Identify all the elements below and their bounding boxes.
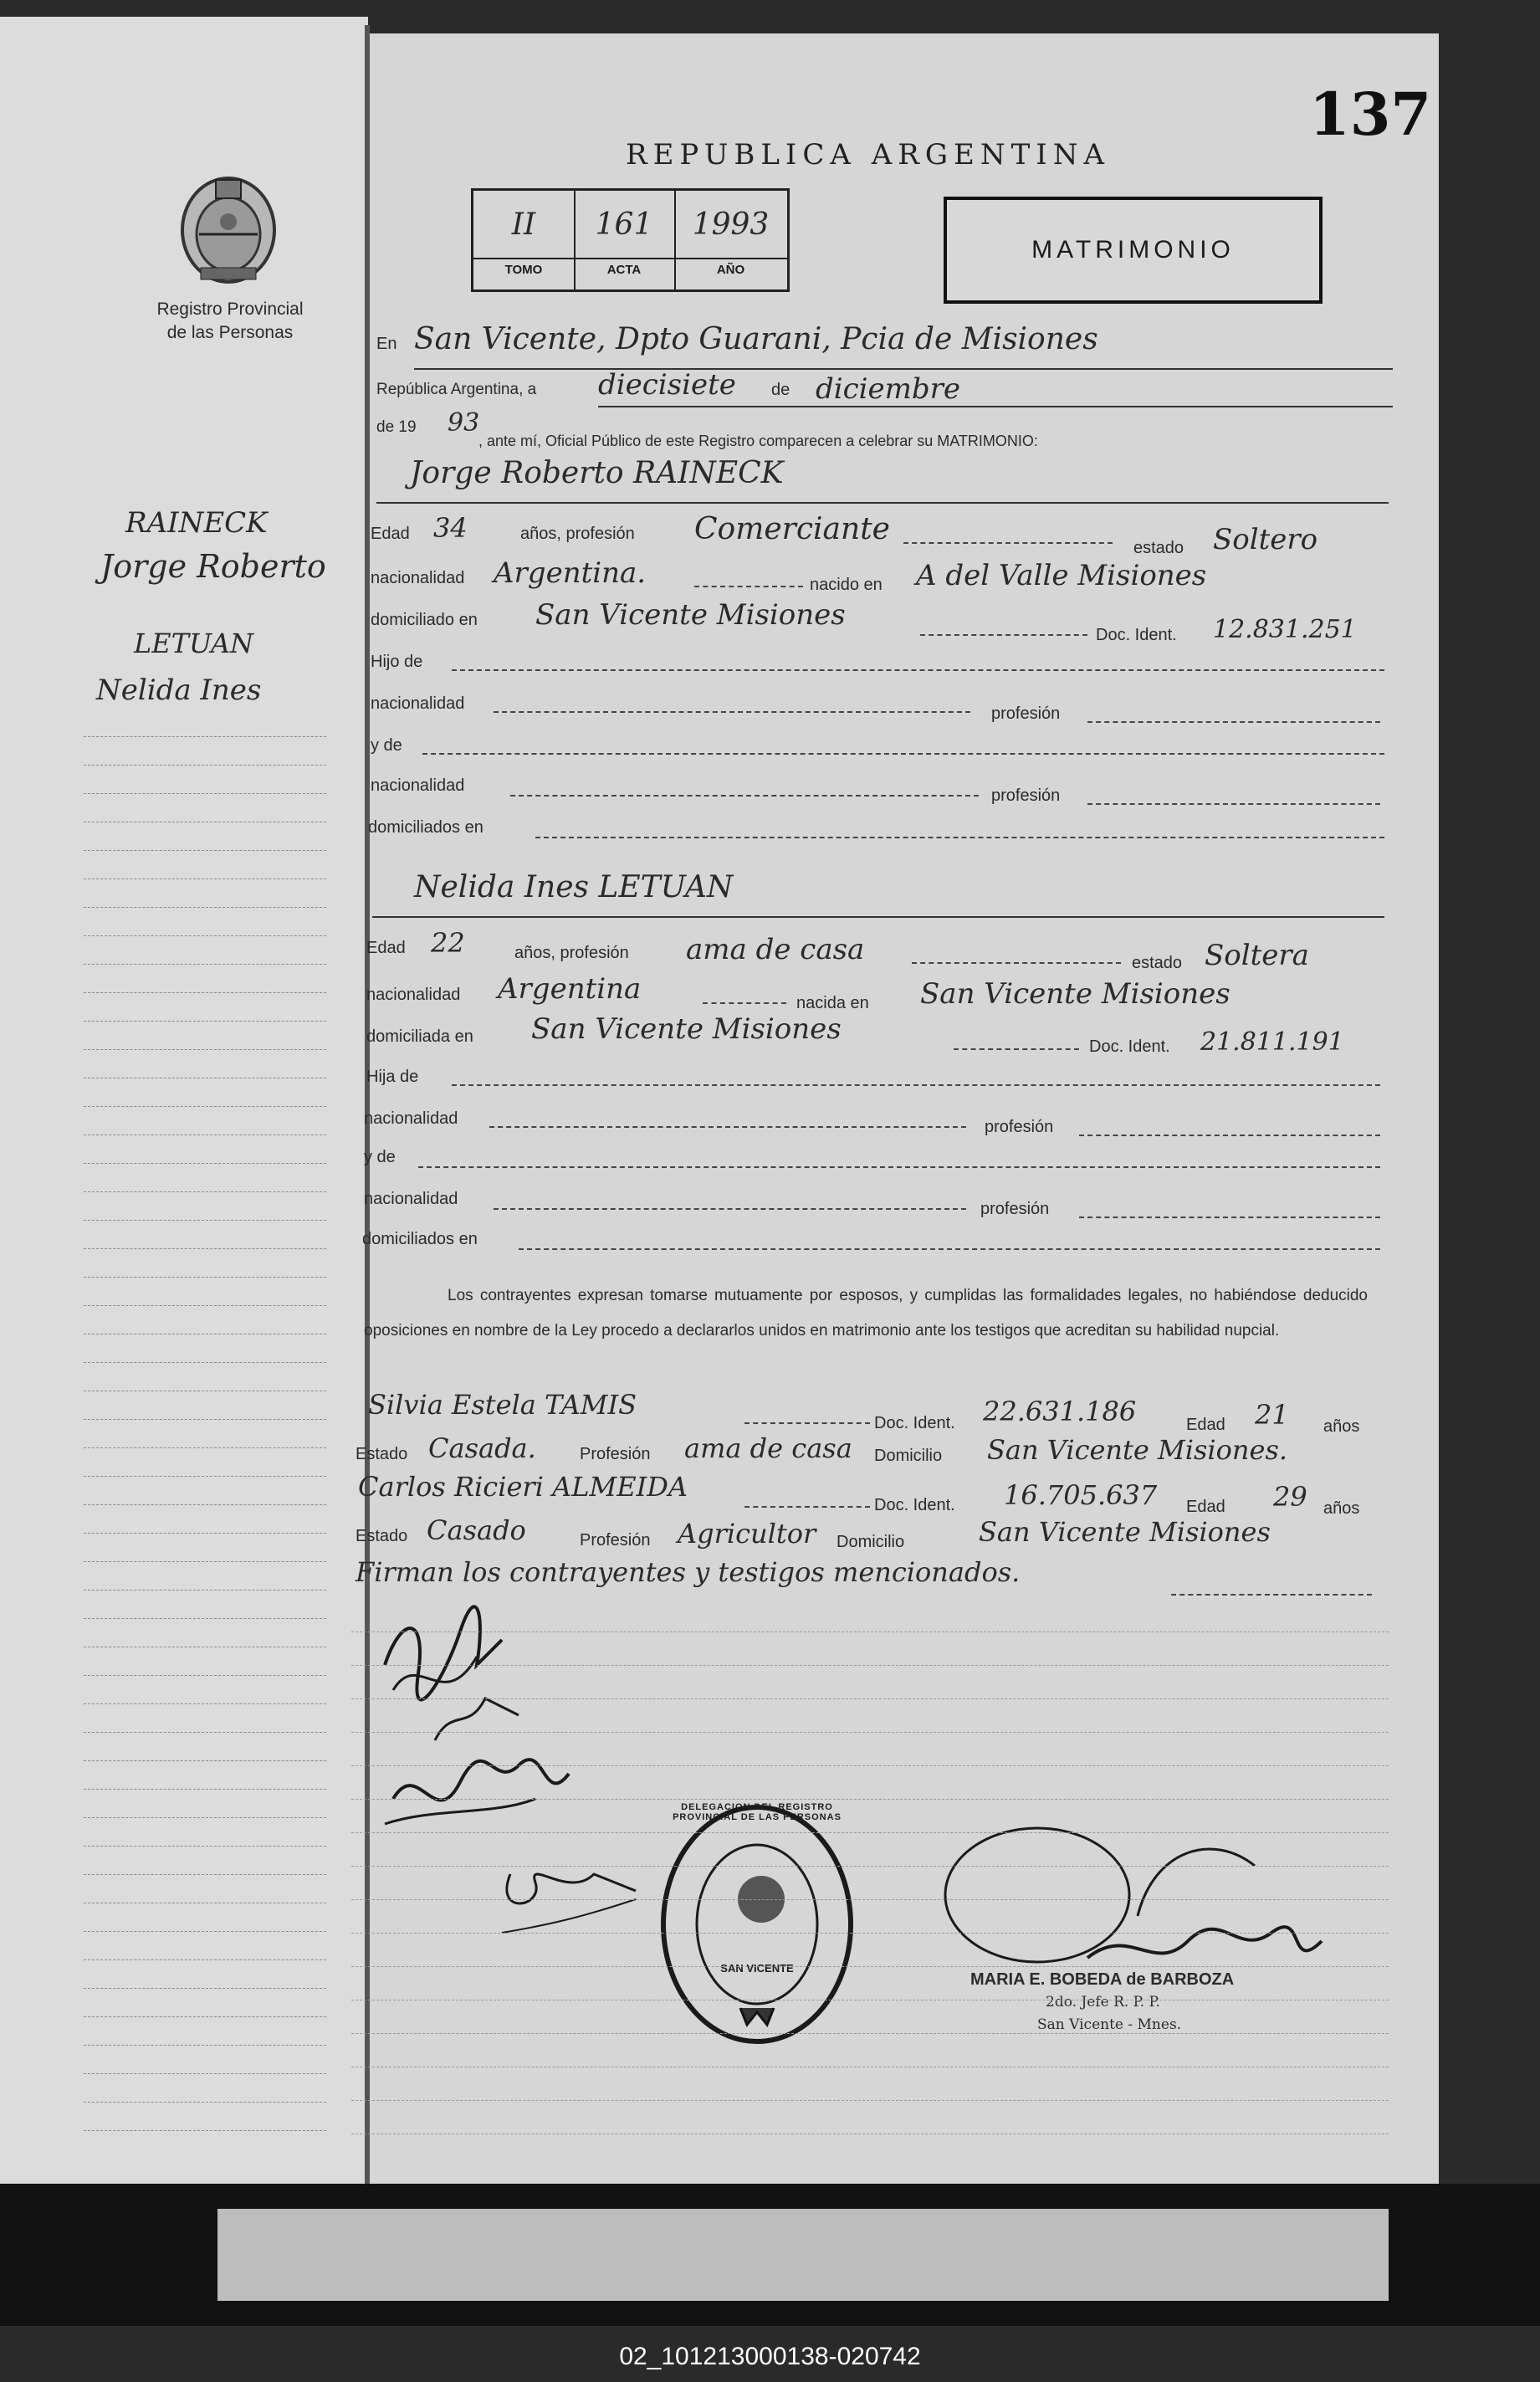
- margin-rule: [84, 1248, 326, 1249]
- margin-rule: [84, 964, 326, 965]
- witness2-anos-label: años: [1323, 1499, 1360, 1518]
- margin-bride-names: Nelida Ines: [96, 674, 262, 707]
- margin-rule: [84, 1675, 326, 1676]
- margin-rule: [84, 736, 326, 737]
- act-month: diciembre: [816, 372, 961, 406]
- margin-rule: [84, 1220, 326, 1221]
- witness2-estado-label: Estado: [356, 1527, 408, 1545]
- bride-domiciliados-label: domiciliados en: [362, 1230, 478, 1248]
- acta-label: ACTA: [606, 263, 642, 277]
- page-rule: [351, 2033, 1389, 2034]
- bride-age: 22: [431, 927, 465, 959]
- ano-label: AÑO: [716, 263, 745, 277]
- margin-rule: [84, 1846, 326, 1847]
- margin-rule: [84, 2130, 326, 2131]
- margin-rule: [84, 1590, 326, 1591]
- margin-rule: [84, 2016, 326, 2017]
- margin-rule: [84, 1703, 326, 1704]
- act-number-box: [471, 188, 790, 292]
- witness2-doc-label: Doc. Ident.: [874, 1496, 955, 1514]
- margin-groom-names: Jorge Roberto: [100, 548, 326, 585]
- margin-rule: [84, 1533, 326, 1534]
- country-title: REPUBLICA ARGENTINA: [626, 138, 1111, 172]
- lower-sheet: [217, 2209, 1389, 2301]
- closing-statement: Firman los contrayentes y testigos mencionados.: [356, 1556, 1021, 1588]
- witness2-profesion-label: Profesión: [580, 1531, 651, 1550]
- groom-name: Jorge Roberto RAINECK: [410, 456, 784, 490]
- groom-profession: Comerciante: [694, 512, 890, 546]
- page-rule: [351, 1665, 1389, 1666]
- groom-hijo-label: Hijo de: [371, 653, 423, 671]
- witness1-edad-label: Edad: [1186, 1416, 1225, 1434]
- act-place: San Vicente, Dpto Guarani, Pcia de Misiones: [414, 322, 1098, 356]
- bride-birthplace: San Vicente Misiones: [920, 977, 1230, 1011]
- witness2-age: 29: [1273, 1481, 1307, 1513]
- witness1-domicilio-label: Domicilio: [874, 1447, 943, 1465]
- de-label: de: [771, 381, 790, 399]
- margin-rule: [84, 992, 326, 993]
- witness1-status: Casada.: [428, 1432, 536, 1464]
- witness2-profession: Agricultor: [678, 1518, 816, 1550]
- groom-profesion-label: años, profesión: [520, 525, 635, 543]
- bride-name: Nelida Ines LETUAN: [414, 870, 734, 904]
- groom-status: Soltero: [1213, 523, 1318, 556]
- act-day: diecisiete: [598, 368, 736, 402]
- witness2-name: Carlos Ricieri ALMEIDA: [358, 1471, 688, 1503]
- margin-rule: [84, 1362, 326, 1363]
- margin-rule: [84, 850, 326, 851]
- page-rule: [351, 2100, 1389, 2101]
- registry-seal: [657, 1799, 857, 2050]
- groom-mprof-label: profesión: [991, 786, 1061, 805]
- margin-rule: [84, 1817, 326, 1818]
- margin-rule: [84, 1760, 326, 1761]
- margin-rule: [84, 2073, 326, 2074]
- bride-fprof-label: profesión: [985, 1118, 1054, 1136]
- bride-mnac-label: nacionalidad: [364, 1190, 458, 1208]
- groom-doc-label: Doc. Ident.: [1096, 626, 1177, 644]
- margin-rule: [84, 1106, 326, 1107]
- page-rule: [351, 1933, 1389, 1934]
- margin-rule: [84, 1732, 326, 1733]
- margin-rule: [84, 1049, 326, 1050]
- witness1-doc-label: Doc. Ident.: [874, 1414, 955, 1432]
- file-caption: 02_101213000138-020742: [619, 2343, 921, 2370]
- bride-nacida-label: nacida en: [796, 994, 869, 1012]
- groom-fnac-label: nacionalidad: [371, 694, 465, 713]
- witness2-status: Casado: [427, 1514, 526, 1546]
- coat-of-arms-seal: [174, 167, 283, 293]
- margin-rule: [84, 1504, 326, 1505]
- margin-rule: [84, 1447, 326, 1448]
- margin-rule: [84, 1163, 326, 1164]
- republica-label: República Argentina, a: [376, 381, 537, 398]
- seal-town: SAN VICENTE: [720, 1962, 794, 1975]
- seal-text: DELEGACION DEL REGISTRO PROVINCIAL DE LAS PERSONAS: [673, 1802, 842, 1822]
- margin-rule: [84, 1789, 326, 1790]
- margin-bride-surname: LETUAN: [134, 628, 254, 659]
- tomo-label: TOMO: [504, 263, 543, 277]
- margin-rule: [84, 1305, 326, 1306]
- acta-value: 161: [595, 207, 653, 242]
- registry-name-line1: Registro Provincial: [156, 300, 304, 319]
- groom-yde-label: y de: [371, 736, 402, 755]
- groom-age: 34: [433, 512, 468, 544]
- margin-rule: [84, 1874, 326, 1875]
- margin-rule: [84, 935, 326, 936]
- bride-mprof-label: profesión: [980, 1200, 1050, 1218]
- tomo-value: II: [511, 207, 536, 242]
- page-rule: [351, 1966, 1389, 1967]
- page-rule: [351, 1899, 1389, 1900]
- margin-rule: [84, 2102, 326, 2103]
- margin-rule: [84, 765, 326, 766]
- witness1-estado-label: Estado: [356, 1445, 408, 1463]
- party-signatures: [368, 1598, 652, 1983]
- margin-groom-surname: RAINECK: [125, 506, 268, 540]
- groom-birthplace: A del Valle Misiones: [916, 559, 1207, 592]
- witness2-edad-label: Edad: [1186, 1498, 1225, 1516]
- witness1-doc: 22.631.186: [983, 1396, 1137, 1427]
- page-rule: [351, 1732, 1389, 1733]
- bride-domiciliada-label: domiciliada en: [366, 1027, 473, 1046]
- page-rule: [351, 1698, 1389, 1699]
- page-rule: [351, 1832, 1389, 1833]
- margin-rule: [84, 1419, 326, 1420]
- witness1-profession: ama de casa: [684, 1432, 852, 1464]
- margin-rule: [84, 1191, 326, 1192]
- margin-rule: [84, 1988, 326, 1989]
- official-place: San Vicente - Mnes.: [1037, 2016, 1182, 2033]
- bride-hija-label: Hija de: [366, 1068, 419, 1086]
- witness2-doc: 16.705.637: [1004, 1479, 1158, 1511]
- bride-fnac-label: nacionalidad: [364, 1109, 458, 1128]
- groom-edad-label: Edad: [371, 525, 410, 543]
- bride-doc: 21.811.191: [1200, 1027, 1344, 1057]
- witness1-name: Silvia Estela TAMIS: [368, 1389, 637, 1421]
- margin-rule: [84, 1959, 326, 1960]
- margin-rule: [84, 1618, 326, 1619]
- folio-number: 137: [1309, 79, 1432, 149]
- bride-profesion-label: años, profesión: [514, 944, 629, 962]
- groom-nacionalidad-label: nacionalidad: [371, 569, 465, 587]
- official-title: 2do. Jefe R. P. P.: [1046, 1994, 1160, 2011]
- margin-rule: [84, 1021, 326, 1022]
- bride-status: Soltera: [1205, 939, 1309, 972]
- margin-rule: [84, 1561, 326, 1562]
- page-rule: [351, 1866, 1389, 1867]
- document-type: MATRIMONIO: [1031, 236, 1235, 264]
- witness1-domicile: San Vicente Misiones.: [987, 1434, 1288, 1466]
- groom-doc: 12.831.251: [1213, 615, 1357, 644]
- bride-profession: ama de casa: [686, 933, 865, 966]
- ano-value: 1993: [692, 207, 770, 242]
- margin-rule: [84, 2045, 326, 2046]
- page-rule: [351, 1799, 1389, 1800]
- page-rule: [351, 1765, 1389, 1766]
- witness1-anos-label: años: [1323, 1417, 1360, 1436]
- bride-edad-label: Edad: [366, 939, 406, 957]
- witness2-domicilio-label: Domicilio: [837, 1533, 905, 1551]
- witness2-domicile: San Vicente Misiones: [979, 1516, 1271, 1548]
- groom-domiciliados-label: domiciliados en: [368, 818, 483, 837]
- groom-mnac-label: nacionalidad: [371, 776, 465, 795]
- bride-nacionalidad-label: nacionalidad: [366, 986, 461, 1004]
- declaration-text: Los contrayentes expresan tomarse mutuamente por esposos, y cumplidas las formalidades legales, no habiéndose deducido oposiciones en nombre de la Ley procedo a declararlos unidos en matrimonio ante los testigos que acreditan su habilidad nupcial.: [364, 1287, 1368, 1340]
- registry-name-line2: de las Personas: [166, 323, 294, 342]
- ante-text: , ante mí, Oficial Público de este Registro comparecen a celebrar su MATRIMONIO:: [478, 433, 1038, 449]
- left-page: [0, 17, 368, 2192]
- bride-domicile: San Vicente Misiones: [531, 1012, 842, 1046]
- margin-rule: [84, 1931, 326, 1932]
- witness1-profesion-label: Profesión: [580, 1445, 651, 1463]
- official-name: MARIA E. BOBEDA de BARBOZA: [970, 1970, 1235, 1989]
- margin-rule: [84, 907, 326, 908]
- margin-rule: [84, 1277, 326, 1278]
- margin-rule: [84, 1476, 326, 1477]
- witness1-age: 21: [1255, 1399, 1289, 1431]
- bride-yde-label: y de: [364, 1148, 396, 1166]
- margin-rule: [84, 793, 326, 794]
- en-label: En: [376, 335, 397, 353]
- bride-nationality: Argentina: [498, 972, 642, 1006]
- groom-nationality: Argentina.: [494, 556, 647, 590]
- year-prefix: de 19: [376, 418, 417, 436]
- bride-estado-label: estado: [1132, 954, 1183, 972]
- act-year: 93: [448, 408, 480, 438]
- document-type-box: [944, 197, 1323, 304]
- groom-domiciliado-label: domiciliado en: [371, 611, 478, 629]
- groom-estado-label: estado: [1133, 539, 1184, 557]
- groom-nacido-label: nacido en: [810, 576, 883, 594]
- bride-doc-label: Doc. Ident.: [1089, 1037, 1170, 1056]
- groom-domicile: San Vicente Misiones: [535, 598, 846, 632]
- groom-fprof-label: profesión: [991, 704, 1061, 723]
